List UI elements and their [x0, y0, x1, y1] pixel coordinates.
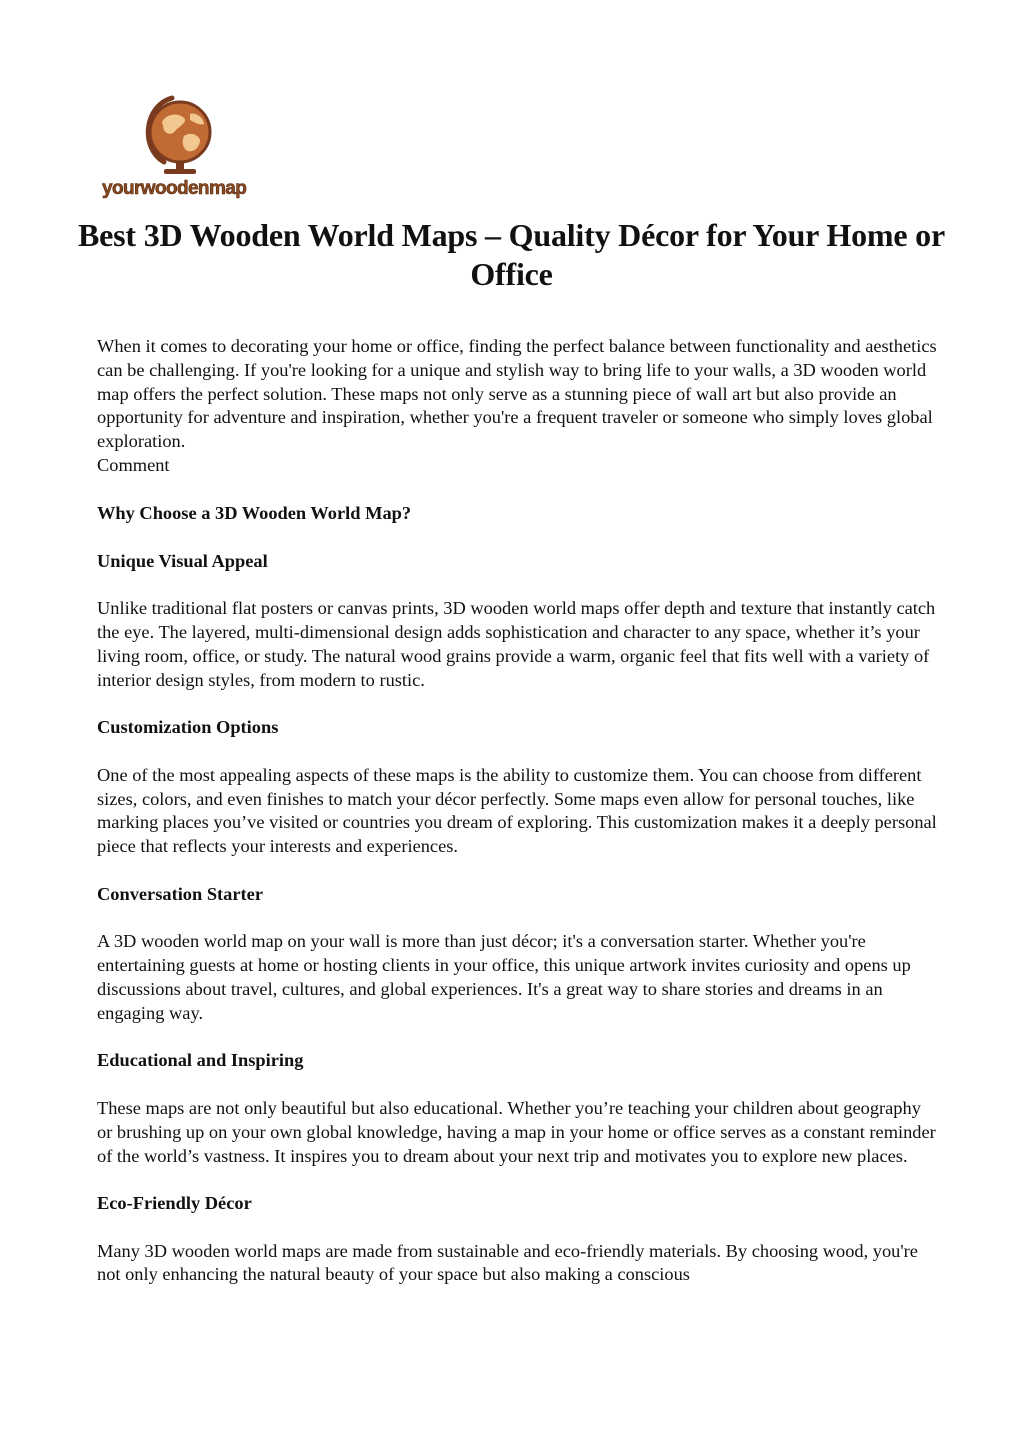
why-heading: Why Choose a 3D Wooden World Map?: [97, 502, 412, 523]
section-heading-customization-options: Customization Options: [97, 717, 279, 738]
section-heading-educational-and-inspiring: Educational and Inspiring: [97, 1050, 304, 1071]
globe-logo-icon: [100, 92, 270, 204]
page-title: Best 3D Wooden World Maps – Quality Décor for Your Home or Office: [78, 217, 945, 292]
comment-text: Comment: [97, 454, 170, 475]
article-body: [97, 335, 937, 1287]
intro-paragraph: When it comes to decorating your home or office, finding the perfect balance between functionality and aesthetics can be challenging. If you're looking for a unique and stylish way to bring life to your walls, a 3D wooden world map offers the perfect solution. These maps not only serve as a stunning piece of wall art but also provide an opportunity for adventure and inspiration, whether you're a frequent traveler or someone who simply loves global exploration.: [97, 336, 937, 452]
section-heading-unique-visual-appeal: Unique Visual Appeal: [97, 550, 268, 571]
section-body-customization-options: One of the most appealing aspects of these maps is the ability to customize them. You can choose from different sizes, colors, and even finishes to match your décor perfectly. Some maps even allow for personal touches, like marking places you’ve visited or countries you dream of exploring. This customization makes it a deeply personal piece that reflects your interests and experiences.: [97, 764, 937, 857]
section-heading-eco-friendly-decor: Eco-Friendly Décor: [97, 1193, 252, 1214]
section-heading-conversation-starter: Conversation Starter: [97, 883, 263, 904]
yourwoodenmap-logo: [100, 92, 270, 204]
section-body-conversation-starter: A 3D wooden world map on your wall is more than just décor; it's a conversation starter. Whether you're entertaining guests at home or hosting clients in your office, this unique artwork invites curiosity and opens up discussions about travel, cultures, and global experiences. It's a great way to share stories and dreams in an engaging way.: [97, 931, 911, 1023]
logo-text: yourwoodenmap: [102, 178, 247, 199]
section-body-unique-visual-appeal: Unlike traditional flat posters or canvas prints, 3D wooden world maps offer depth and texture that instantly catch the eye. The layered, multi-dimensional design adds sophistication and character to any space, whether it’s your living room, office, or study. The natural wood grains provide a warm, organic feel that fits well with a variety of interior design styles, from modern to rustic.: [97, 598, 936, 690]
section-body-eco-friendly-decor: Many 3D wooden world maps are made from sustainable and eco-friendly materials. By choosing wood, you're not only enhancing the natural beauty of your space but also making a conscious: [97, 1240, 918, 1285]
section-body-educational-and-inspiring: These maps are not only beautiful but also educational. Whether you’re teaching your children about geography or brushing up on your own global knowledge, having a map in your home or office serves as a constant reminder of the world’s vastness. It inspires you to dream about your next trip and motivates you to explore new places.: [97, 1097, 936, 1166]
